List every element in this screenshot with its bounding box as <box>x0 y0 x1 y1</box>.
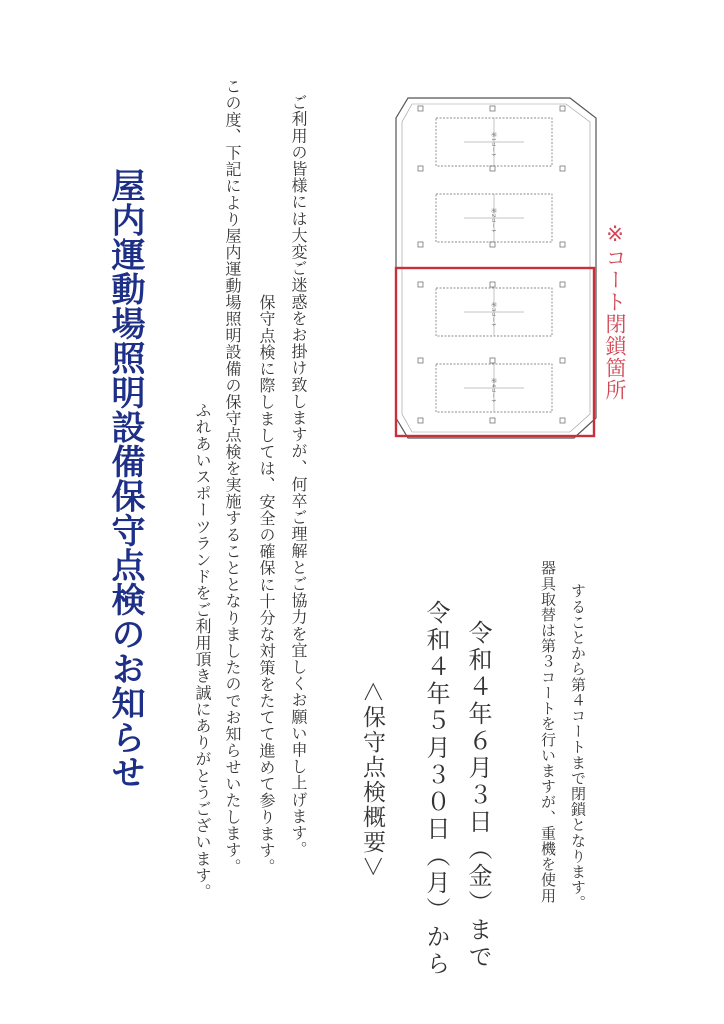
closed-area-highlight <box>396 268 594 436</box>
body-line-greeting: ふれあいスポーツランドをご利用頂き誠にありがとうございます。 <box>193 402 212 900</box>
body-line-announcement: この度、下記により屋内運動場照明設備の保守点検を実施することとなりましたのでお知らせいたします。 <box>223 78 242 875</box>
section-heading: ＜保守点検概要＞ <box>359 680 385 880</box>
body-line-safety: 保守点検に際しましては、安全の確保に十分な対策をたてて進めて参ります。 <box>257 294 276 875</box>
body-line-apology: ご利用の皆様には大変ご迷惑をお掛け致しますが、何卒ご理解とご協力を宜しくお願い申し上げます。 <box>289 94 308 858</box>
note-line-1: 器具取替は第３コートを行いますが、重機を使用 <box>539 560 557 904</box>
court-label-3: 第３コート <box>490 302 496 328</box>
notice-title: 屋内運動場照明設備保守点検のお知らせ <box>105 168 145 789</box>
note-line-2: することから第４コートまで閉鎖となります。 <box>569 583 587 911</box>
court-label-4: 第４コート <box>490 378 496 404</box>
start-date: 令和４年５月３０日（月）から <box>422 600 450 978</box>
closed-area-caption: ※コート閉鎖箇所 <box>603 222 627 401</box>
court-floor-map <box>394 92 598 440</box>
end-date: 令和４年６月３日（金）まで <box>464 620 492 971</box>
court-label-1: 第１コート <box>490 132 496 158</box>
court-label-2: 第２コート <box>490 208 496 234</box>
